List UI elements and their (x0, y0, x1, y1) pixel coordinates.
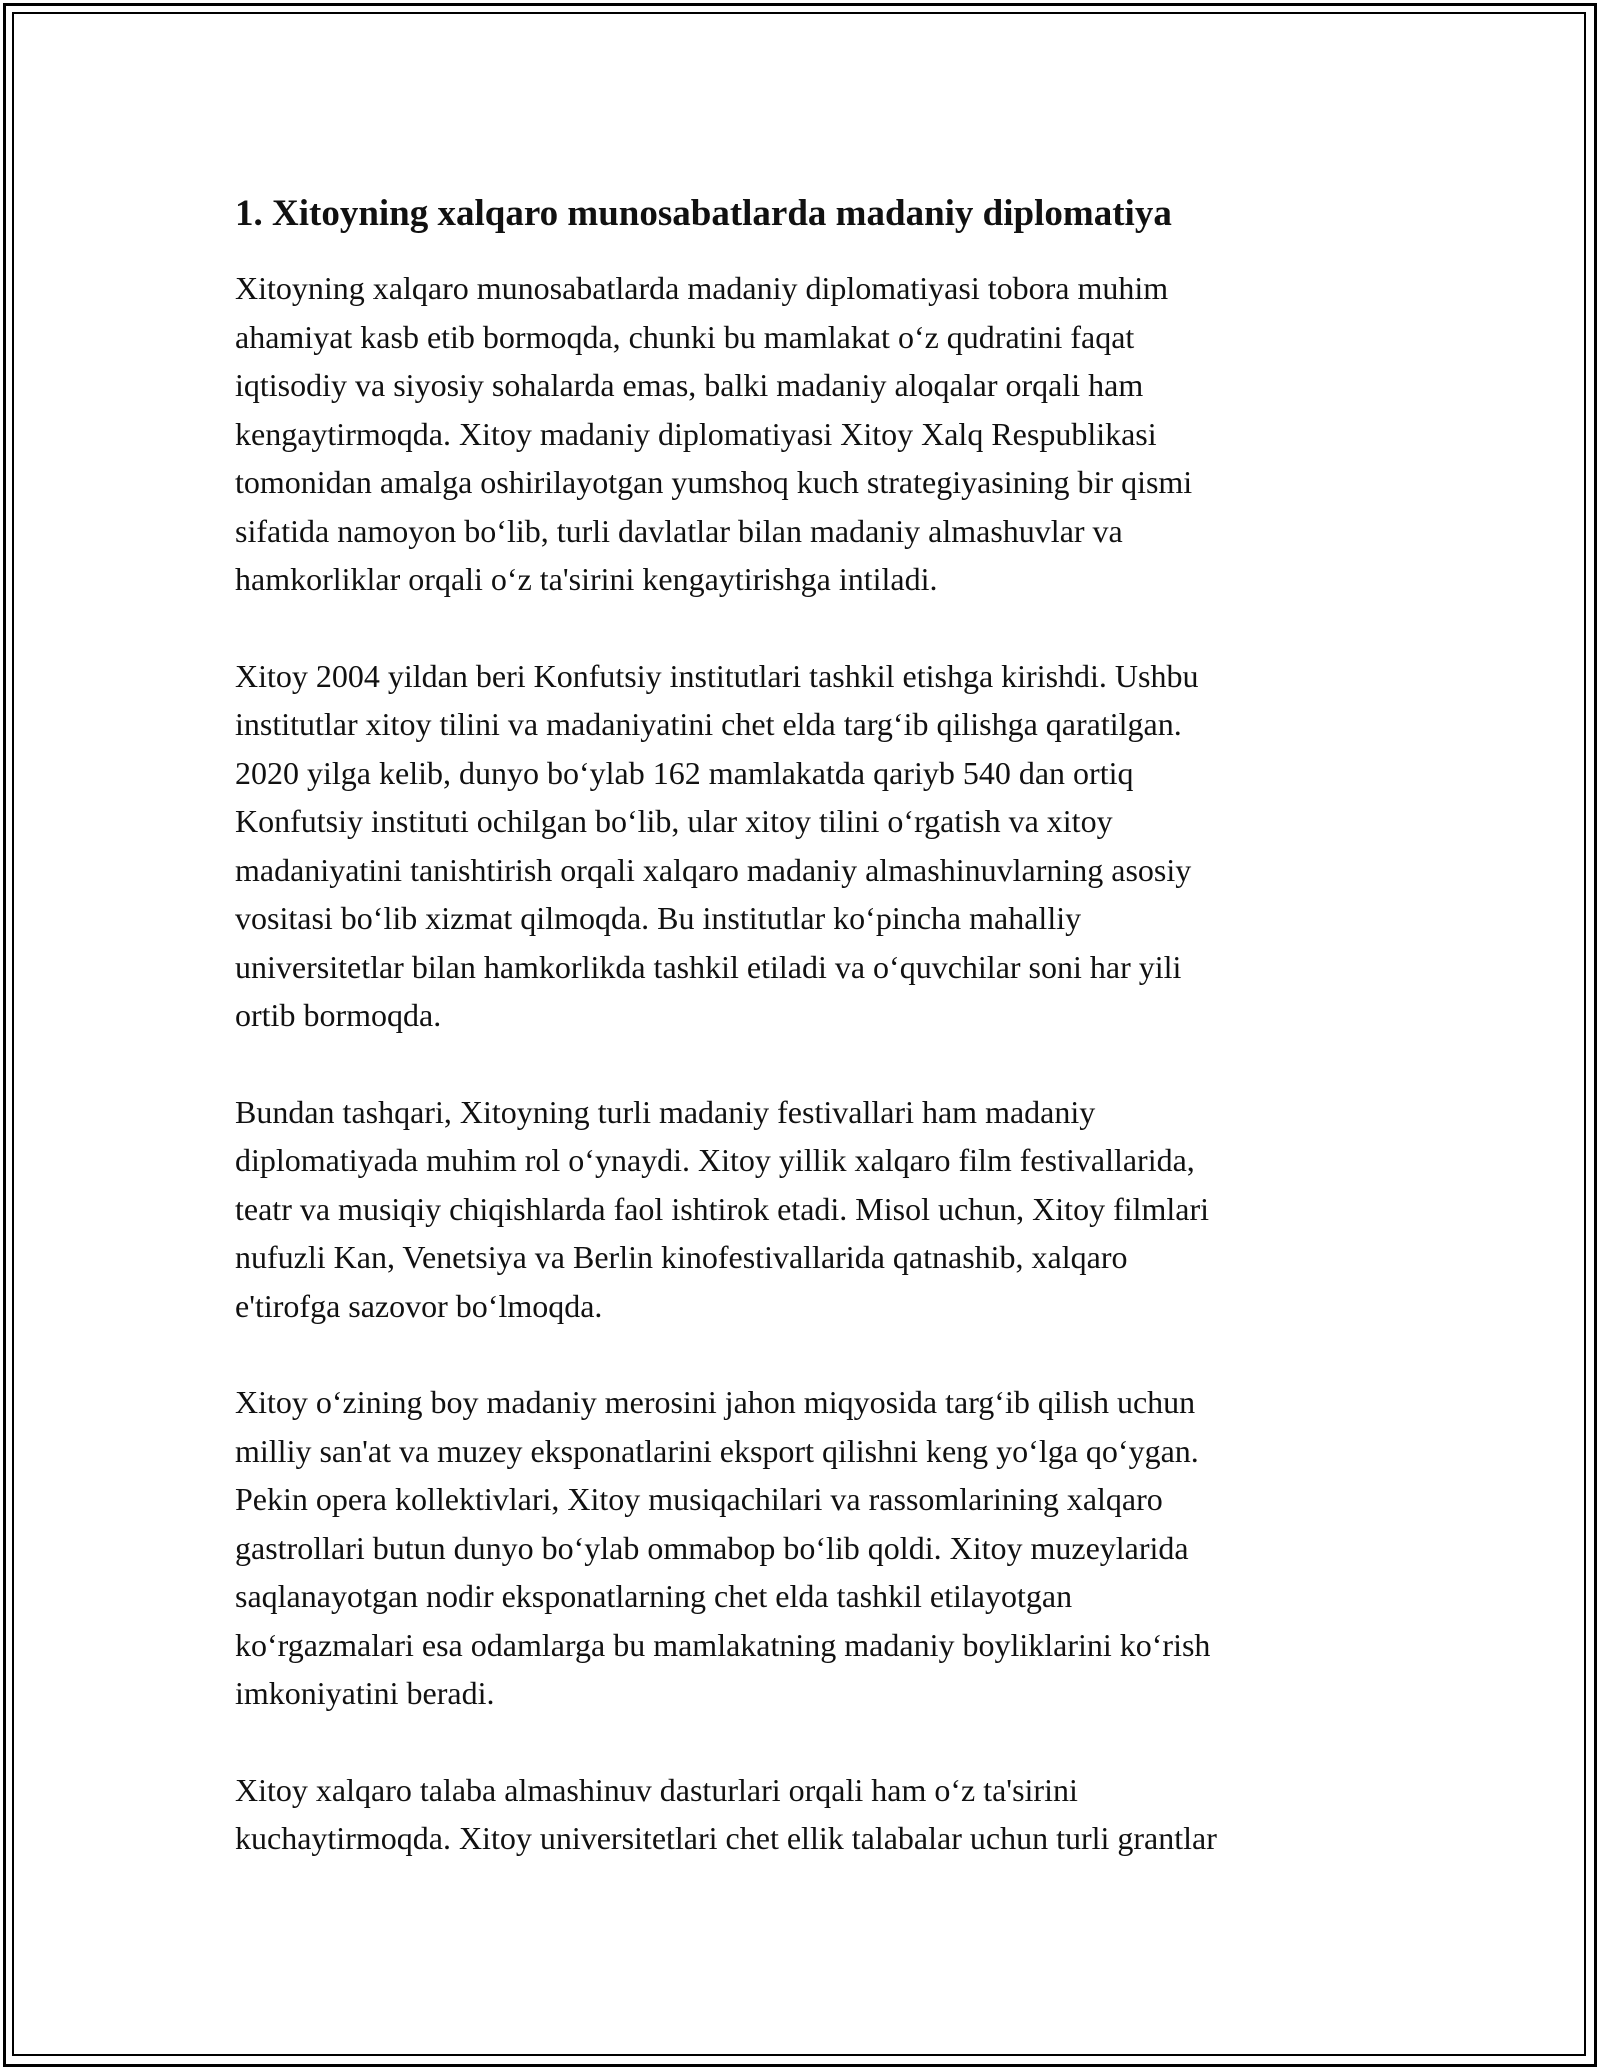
text-line: Bundan tashqari, Xitoyning turli madaniy festivallari ham madaniy (235, 1093, 1096, 1130)
paragraph (235, 264, 1385, 604)
paragraph (235, 1378, 1385, 1718)
text-line: institutlar xitoy tilini va madaniyatini chet elda targʻib qilishga qaratilgan. (235, 706, 1182, 742)
text-line: koʻrgazmalari esa odamlarga bu mamlakatning madaniy boyliklarini koʻrish (235, 1626, 1211, 1663)
text-line: universitetlar bilan hamkorlikda tashkil etiladi va oʻquvchilar soni har yili (235, 948, 1182, 985)
text-line: milliy san'at va muzey eksponatlarini eksport qilishni keng yoʻlga qoʻygan. (235, 1432, 1199, 1469)
text-line: ahamiyat kasb etib bormoqda, chunki bu mamlakat oʻz qudratini faqat (235, 318, 1135, 355)
text-line: tomonidan amalga oshirilayotgan yumshoq kuch strategiyasining bir qismi (235, 464, 1193, 500)
text-line: Xitoyning xalqaro munosabatlarda madaniy diplomatiyasi tobora muhim (235, 270, 1169, 306)
text-line: saqlanayotgan nodir eksponatlarning chet elda tashkil etilayotgan (235, 1578, 1073, 1614)
text-line: iqtisodiy va siyosiy sohalarda emas, balki madaniy aloqalar orqali ham (235, 367, 1144, 403)
text-line: Pekin opera kollektivlari, Xitoy musiqachilari va rassomlarining xalqaro (235, 1481, 1163, 1517)
paragraph (235, 652, 1385, 1040)
text-line: hamkorliklar orqali oʻz ta'sirini kengaytirishga intiladi. (235, 561, 938, 597)
text-line: vositasi boʻlib xizmat qilmoqda. Bu institutlar koʻpincha mahalliy (235, 900, 1082, 936)
text-line: sifatida namoyon boʻlib, turli davlatlar bilan madaniy almashuvlar va (235, 512, 1123, 549)
text-line: Xitoy oʻzining boy madaniy merosini jahon miqyosida targʻib qilish uchun (235, 1384, 1196, 1420)
text-line: gastrollari butun dunyo boʻylab ommabop boʻlib qoldi. Xitoy muzeylarida (235, 1529, 1189, 1566)
paragraph (235, 1088, 1385, 1331)
text-line: madaniyatini tanishtirish orqali xalqaro madaniy almashinuvlarning asosiy (235, 851, 1192, 888)
text-line: Xitoy 2004 yildan beri Konfutsiy institutlari tashkil etishga kirishdi. Ushbu (235, 657, 1199, 694)
text-line: diplomatiyada muhim rol oʻynaydi. Xitoy yillik xalqaro film festivallarida, (235, 1142, 1195, 1178)
text-line: nufuzli Kan, Venetsiya va Berlin kinofestivallarida qatnashib, xalqaro (235, 1239, 1128, 1275)
text-line: Konfutsiy instituti ochilgan boʻlib, ular xitoy tilini oʻrgatish va xitoy (235, 803, 1113, 839)
text-line: ortib bormoqda. (235, 997, 442, 1033)
text-line: 2020 yilga kelib, dunyo boʻylab 162 mamlakatda qariyb 540 dan ortiq (235, 754, 1134, 791)
text-line: kengaytirmoqda. Xitoy madaniy diplomatiyasi Xitoy Xalq Respublikasi (235, 415, 1157, 452)
text-line: imkoniyatini beradi. (235, 1675, 495, 1711)
text-line: Xitoy xalqaro talaba almashinuv dasturlari orqali ham oʻz ta'sirini (235, 1771, 1078, 1808)
text-line: teatr va musiqiy chiqishlarda faol ishtirok etadi. Misol uchun, Xitoy filmlari (235, 1190, 1210, 1227)
document-body (235, 188, 1385, 1911)
text-line: kuchaytirmoqda. Xitoy universitetlari chet ellik talabalar uchun turli grantlar (235, 1820, 1217, 1856)
text-line: e'tirofga sazovor boʻlmoqda. (235, 1287, 603, 1324)
paragraph (235, 1766, 1385, 1863)
section-title: 1. Xitoyning xalqaro munosabatlarda madaniy diplomatiya (235, 193, 1172, 234)
